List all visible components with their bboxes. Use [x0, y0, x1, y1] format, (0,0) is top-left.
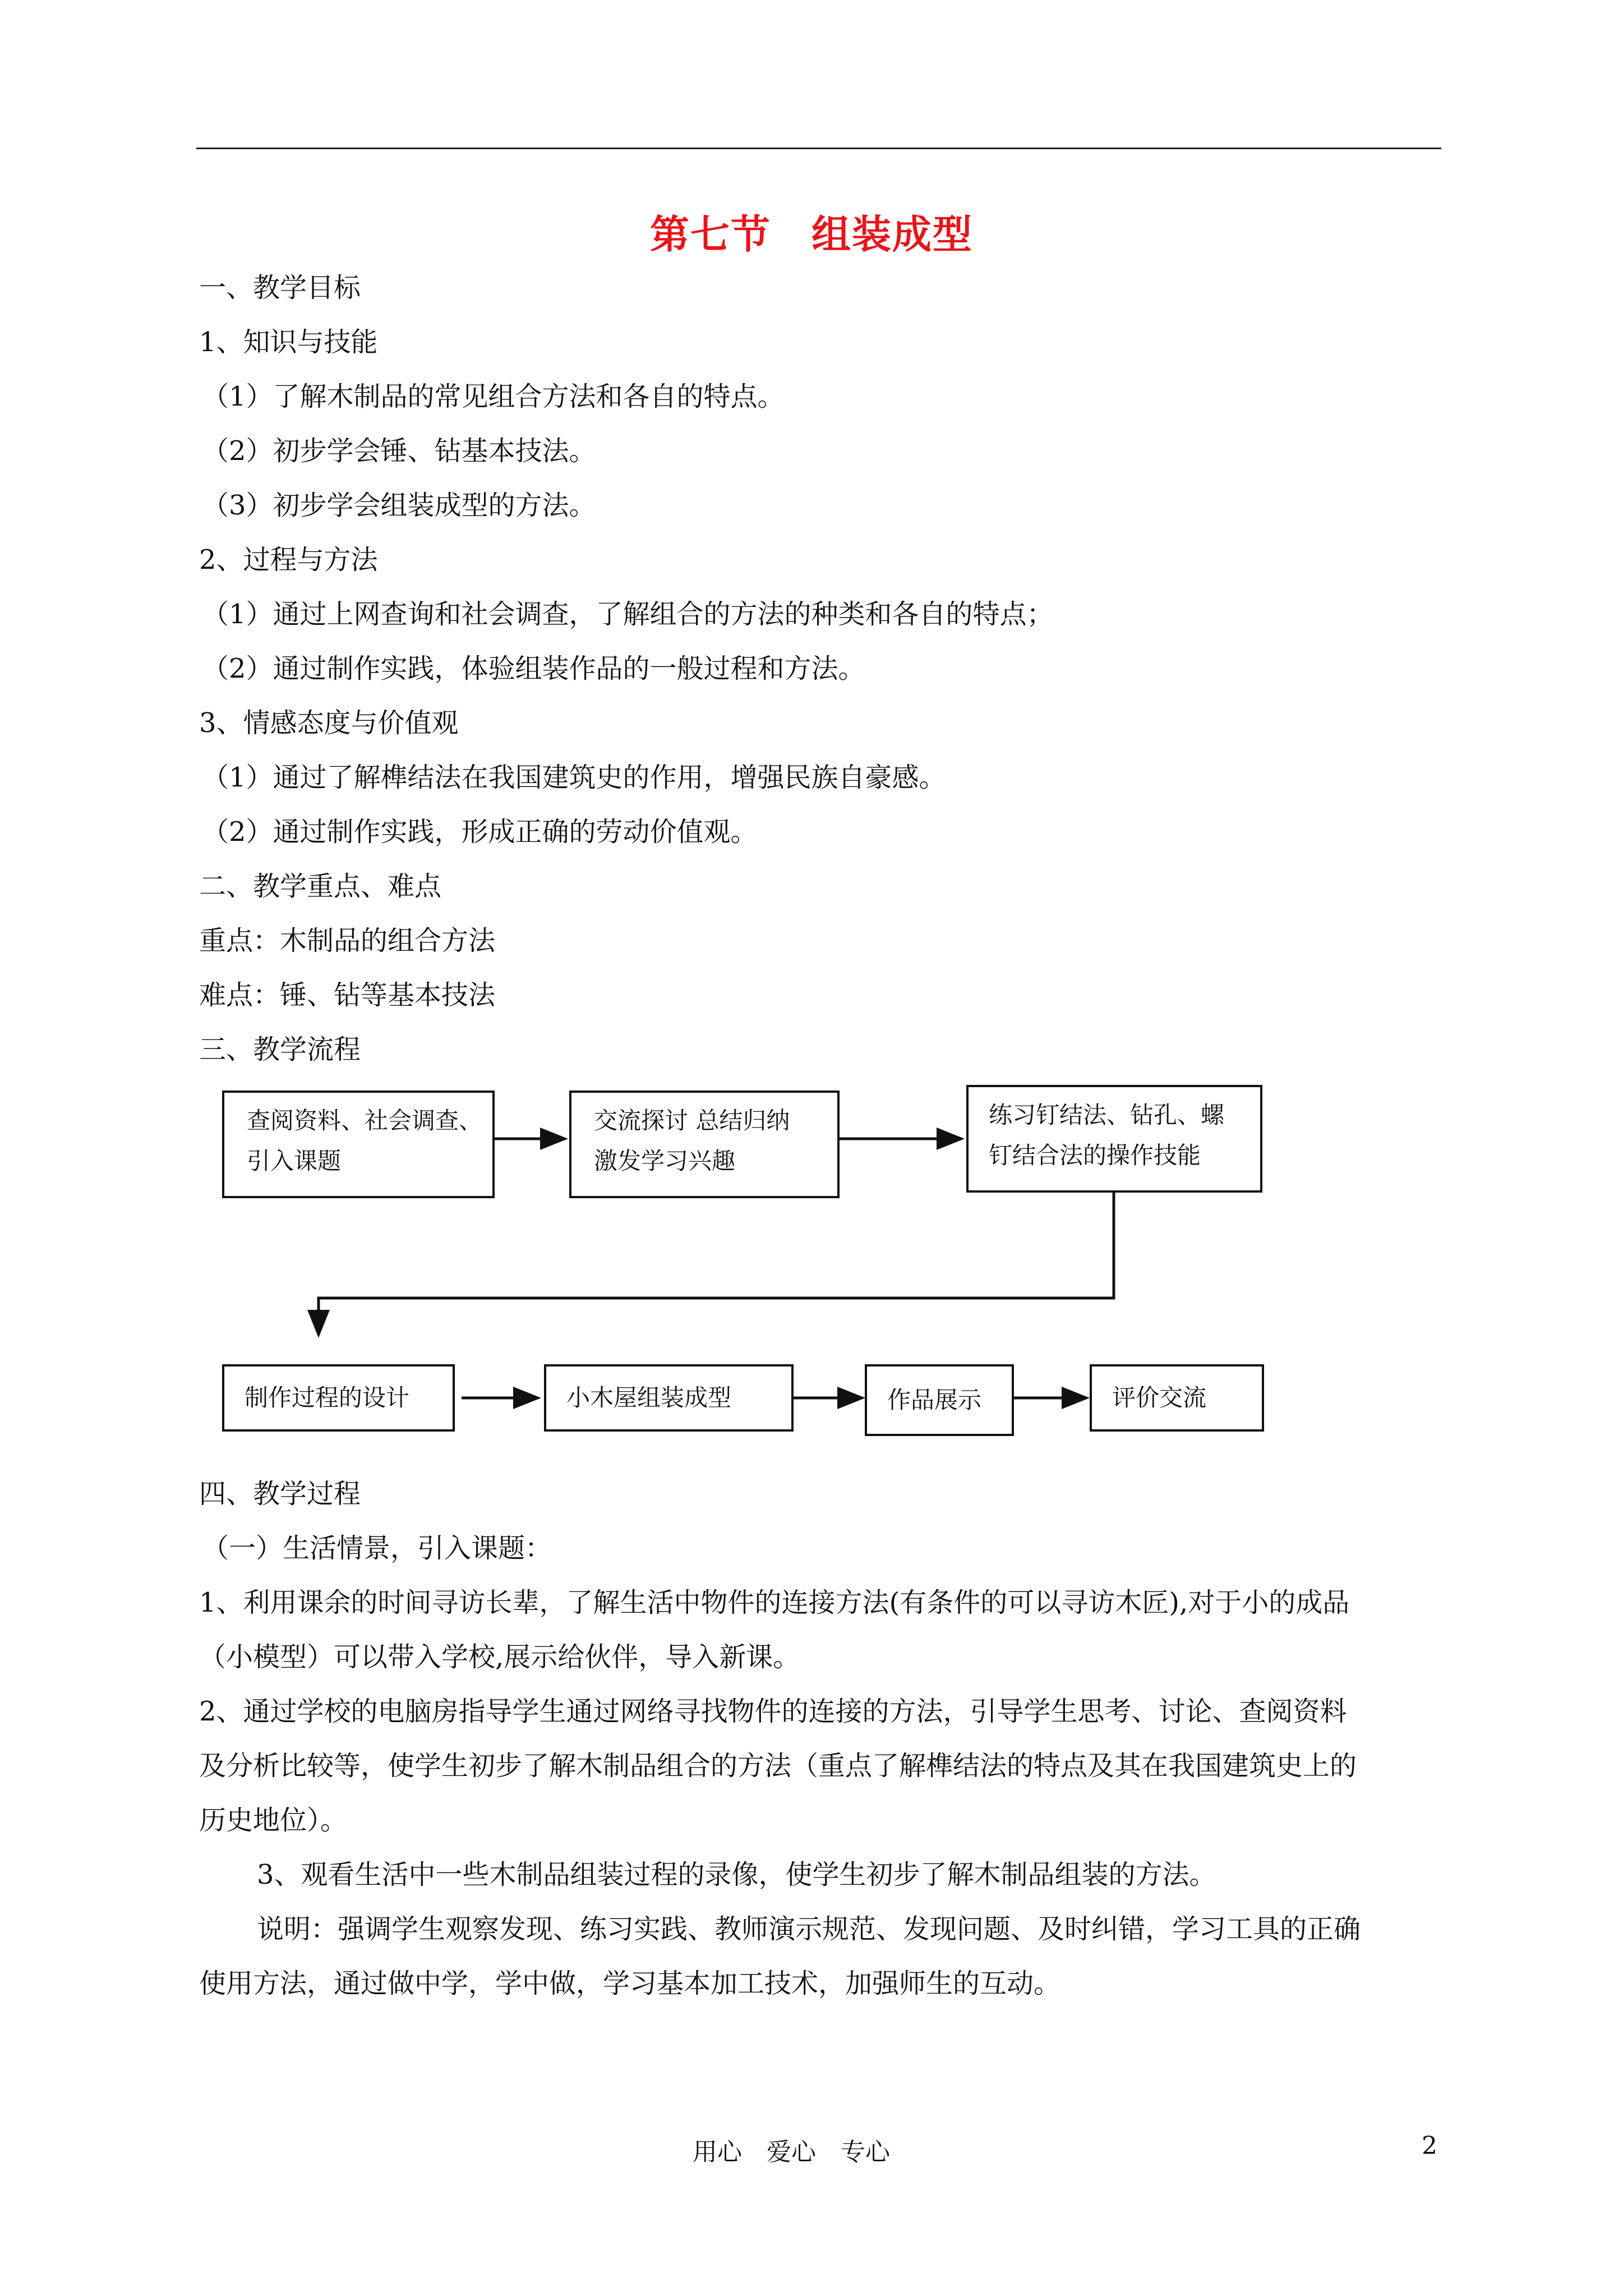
flow-box-discussion: [569, 1091, 840, 1198]
paragraph-line: 2、通过学校的电脑房指导学生通过网络寻找物件的连接的方法，引导学生思考、讨论、查阅资料: [199, 1696, 1347, 1727]
paragraph-line: 3、观看生活中一些木制品组装过程的录像，使学生初步了解木制品组装的方法。: [257, 1859, 1216, 1890]
subheading-attitude: 3、情感态度与价值观: [199, 707, 459, 739]
paragraph-line: 历史地位）。: [199, 1805, 348, 1836]
key-point-line: 重点：木制品的组合方法: [199, 925, 496, 956]
flow-box-text: 评价交流: [1112, 1384, 1207, 1411]
flow-box-text: 钉结合法的操作技能: [989, 1142, 1201, 1169]
heading-objectives: 一、教学目标: [199, 272, 361, 303]
note-line: 使用方法，通过做中学，学中做，学习基本加工技术，加强师生的互动。: [199, 1968, 1061, 1999]
flow-box-design: [222, 1364, 455, 1432]
note-line: 说明：强调学生观察发现、练习实践、教师演示规范、发现问题、及时纠错，学习工具的正确: [257, 1913, 1361, 1945]
paragraph-line: （小模型）可以带入学校,展示给伙伴，导入新课。: [199, 1641, 800, 1673]
flow-box-text: 引入课题: [247, 1147, 342, 1175]
subheading-life-scenario: （一）生活情景，引入课题：: [202, 1533, 552, 1564]
list-item: （1）通过上网查询和社会调查，了解组合的方法的种类和各自的特点；: [202, 599, 1054, 630]
flow-box-text: 查阅资料、社会调查、: [247, 1107, 483, 1134]
subheading-knowledge: 1、知识与技能: [199, 326, 378, 358]
heading-teaching-process: 四、教学过程: [199, 1478, 361, 1510]
heading-teaching-flow: 三、教学流程: [199, 1034, 361, 1065]
flow-box-text: 激发学习兴趣: [594, 1147, 736, 1175]
paragraph-line: 1、利用课余的时间寻访长辈，了解生活中物件的连接方法(有条件的可以寻访木匠),对于小的成品: [199, 1587, 1350, 1618]
flow-box-text: 交流探讨 总结归纳: [594, 1107, 790, 1134]
list-item: （2）初步学会锤、钻基本技法。: [202, 435, 596, 467]
heading-key-points: 二、教学重点、难点: [199, 871, 442, 902]
flow-box-text: 作品展示: [887, 1386, 982, 1414]
flow-arrow: [319, 1191, 1114, 1335]
flow-box-evaluation: [1090, 1364, 1264, 1432]
difficulty-line: 难点：锤、钻等基本技法: [199, 979, 496, 1011]
section-title: 第七节 组装成型: [650, 211, 973, 257]
flow-box-research: [222, 1091, 495, 1198]
list-item: （1）通过了解榫结法在我国建筑史的作用，增强民族自豪感。: [202, 762, 946, 793]
flow-box-text: 制作过程的设计: [245, 1384, 410, 1411]
list-item: （2）通过制作实践，形成正确的劳动价值观。: [202, 816, 758, 848]
flow-box-assembly: [544, 1364, 794, 1432]
list-item: （3）初步学会组装成型的方法。: [202, 490, 596, 521]
list-item: （1）了解木制品的常见组合方法和各自的特点。: [202, 381, 785, 412]
flow-box-text: 练习钉结法、钻孔、螺: [989, 1101, 1225, 1129]
subheading-process: 2、过程与方法: [199, 544, 378, 576]
footer-motto: 用心 爱心 专心: [693, 2138, 890, 2166]
flow-box-showcase: [865, 1364, 1014, 1436]
flow-box-text: 小木屋组装成型: [566, 1384, 732, 1411]
list-item: （2）通过制作实践，体验组装作品的一般过程和方法。: [202, 653, 865, 684]
paragraph-line: 及分析比较等，使学生初步了解木制品组合的方法（重点了解榫结法的特点及其在我国建筑史上的: [199, 1750, 1357, 1782]
flow-box-practice: [966, 1085, 1262, 1193]
page-number: 2: [1422, 2132, 1437, 2160]
